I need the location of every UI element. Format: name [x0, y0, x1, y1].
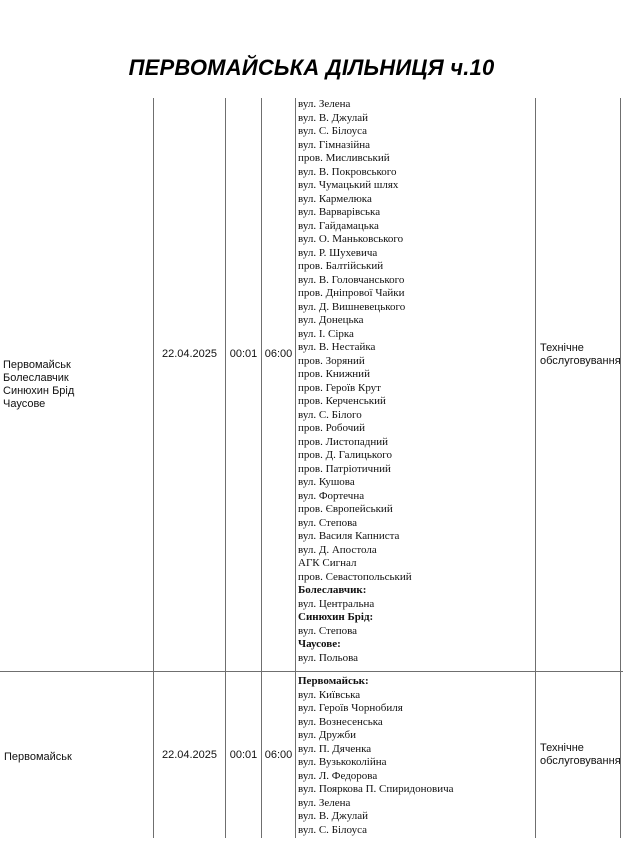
street-item: АГК Сигнал	[298, 557, 357, 569]
street-item: вул. Донецька	[298, 314, 364, 326]
street-item: пров. Севастопольський	[298, 570, 412, 583]
street-item: вул. Польова	[298, 651, 359, 664]
street-item: вул. Варварівська	[298, 206, 381, 218]
street-item: вул. Зелена	[298, 796, 351, 809]
street-item: пров. Керченський	[298, 395, 386, 407]
street-item: вул. П. Дяченка	[298, 742, 372, 755]
work-type-line: обслуговування	[540, 354, 621, 367]
settlement-name: Первомайськ	[4, 750, 72, 763]
settlement-name: Чаусове	[3, 397, 46, 410]
settlement-name: Болеславчик	[3, 371, 69, 384]
street-item: вул. В. Покровського	[298, 165, 397, 178]
street-item: вул. Київська	[298, 688, 361, 701]
streets-list	[298, 675, 534, 837]
street-item: вул. Пояркова П. Спиридоновича	[298, 783, 454, 795]
street-item: вул. Героїв Чорнобиля	[298, 702, 403, 714]
street-item: вул. І. Сірка	[298, 327, 354, 340]
work-type-cell	[540, 98, 622, 611]
street-item: вул. О. Маньковського	[298, 233, 404, 245]
street-item: вул. Центральна	[298, 597, 375, 610]
street-item: вул. Чумацький шлях	[298, 179, 399, 191]
settlement-header: Болеславчик:	[298, 584, 367, 596]
settlement-header: Первомайськ:	[298, 675, 369, 687]
work-type-line: Технічне	[540, 341, 584, 354]
street-item: вул. Вознесенська	[298, 715, 383, 728]
street-item: вул. Д. Апостола	[298, 543, 377, 556]
street-item: вул. Гайдамацька	[298, 219, 379, 232]
street-item: пров. Д. Галицького	[298, 449, 392, 461]
street-item: пров. Робочий	[298, 422, 366, 434]
street-item: вул. Кушова	[298, 476, 355, 488]
street-item: вул. Вузькоколійна	[298, 756, 387, 768]
street-item: вул. Зелена	[298, 98, 351, 110]
page-title: ПЕРВОМАЙСЬКА ДІЛЬНИЦЯ ч.10	[128, 55, 495, 80]
table-row	[0, 672, 623, 838]
street-item: вул. В. Нестайка	[298, 341, 376, 353]
street-item: пров. Мисливський	[298, 152, 390, 164]
street-item: вул. Фортечна	[298, 489, 365, 502]
settlement-header: Чаусове:	[298, 638, 341, 650]
work-type-cell	[540, 672, 622, 838]
street-item: вул. Л. Федорова	[298, 769, 378, 782]
work-type-line: обслуговування	[540, 755, 621, 767]
street-item: вул. Д. Вишневецького	[298, 300, 406, 313]
table-row	[0, 98, 623, 671]
time-to-cell: 06:00	[264, 348, 293, 360]
settlement-header: Синюхин Брід:	[298, 611, 374, 623]
street-item: вул. Василя Капниста	[298, 530, 400, 542]
street-item: вул. В. Джулай	[298, 111, 369, 124]
street-item: вул. С. Білого	[298, 408, 362, 421]
street-item: вул. В. Джулай	[298, 810, 369, 822]
street-item: вул. Дружби	[298, 729, 356, 741]
street-item: пров. Книжний	[298, 368, 370, 380]
street-item: вул. В. Головчанського	[298, 273, 405, 286]
streets-list	[298, 98, 534, 665]
settlement-name: Первомайськ	[3, 358, 71, 371]
street-item: вул. Степова	[298, 624, 358, 637]
street-item: пров. Листопадний	[298, 435, 388, 448]
work-type-line: Технічне	[540, 742, 584, 754]
street-item: пров. Європейський	[298, 503, 393, 515]
date-cell: 22.04.2025	[161, 748, 218, 761]
time-from-cell: 00:01	[229, 748, 258, 761]
time-to-cell: 06:00	[264, 748, 293, 761]
street-item: вул. С. Білоуса	[298, 125, 368, 137]
street-item: пров. Героїв Крут	[298, 381, 381, 394]
street-item: вул. Степова	[298, 516, 358, 529]
settlement-name: Синюхин Брід	[3, 384, 75, 397]
street-item: вул. Р. Шухевича	[298, 246, 378, 259]
date-cell: 22.04.2025	[161, 348, 218, 360]
street-item: вул. С. Білоуса	[298, 823, 368, 836]
street-item: вул. Кармелюка	[298, 192, 372, 205]
settlements-cell	[3, 98, 151, 671]
time-from-cell: 00:01	[229, 348, 258, 360]
street-item: вул. Гімназійна	[298, 138, 371, 151]
street-item: пров. Зоряний	[298, 354, 365, 367]
street-item: пров. Дніпрової Чайки	[298, 287, 405, 299]
settlements-cell	[4, 672, 152, 842]
street-item: пров. Патріотичний	[298, 462, 391, 475]
street-item: пров. Балтійський	[298, 260, 384, 272]
